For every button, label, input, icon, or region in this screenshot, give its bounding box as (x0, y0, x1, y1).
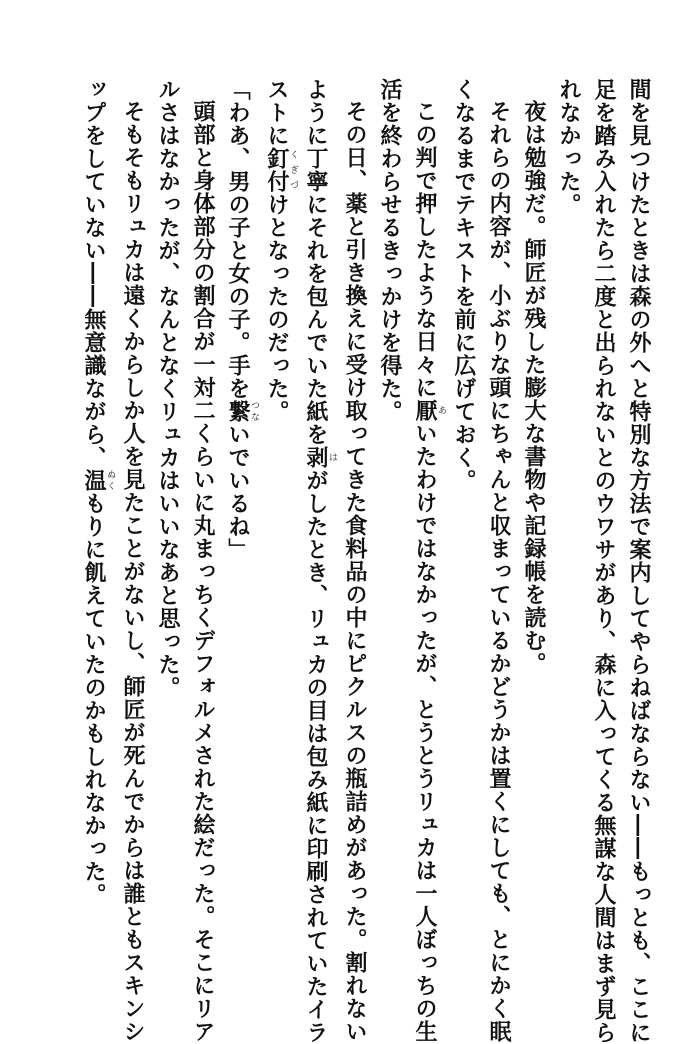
text-column-3: れなかった。 (556, 78, 582, 216)
furigana-kugizu-reading: くぎづ (288, 147, 298, 193)
text-column-9: その日、薬と引き換えに受け取ってきた食料品の中にピクルスの瓶詰めがあった。割れない (342, 100, 368, 1043)
furigana-nuku: 温ぬく (81, 469, 115, 492)
furigana-a: 厭あ (412, 399, 446, 422)
text-column-2: 足を踏み入れたら二度と出られないとのウワサがあり、森に入ってくる無謀な人間はまず見ら (591, 78, 617, 1044)
furigana-nuku-reading: ぬく (105, 469, 115, 492)
text-column-14: ルさはなかったが、なんとなくリュカはいいなあと思った。 (155, 78, 181, 699)
text-column-10: ように丁寧にそれを包んでいた紙を剥はがしたとき、リュカの目は包み紙に印刷されていたイラ (303, 78, 337, 1044)
furigana-kugizu: 釘付くぎづ (264, 147, 298, 193)
furigana-tsuna: 繋つな (225, 400, 259, 423)
furigana-ha: 剥は (303, 446, 337, 469)
text-column-13: 頭部と身体部分の割合が一対二くらいに丸まっちくデフォルメされた絵だった。そこにリア (190, 100, 216, 1043)
text-column-1: 間を見つけたときは森の外へと特別な方法で案内してやらねばならない――もっとも、ここに (626, 78, 652, 1044)
text-column-8: 活を終わらせるきっかけを得た。 (377, 78, 403, 423)
text-column-5: それらの内容が、小ぶりな頭にちゃんと収まっているかどうかは置くにしても、とにかく眠 (486, 100, 512, 1043)
vertical-text-block (76, 78, 656, 1044)
text-column-15: そもそもリュカは遠くからしか人を見たことがないし、師匠が死んでからは誰ともスキンシ (120, 100, 146, 1043)
furigana-a-reading: あ (436, 399, 446, 422)
text-column-11: ストに釘付くぎづけとなったのだった。 (264, 78, 298, 423)
text-column-12: 「わあ、男の子と女の子。手を繋つないでいるね」 (225, 78, 259, 561)
text-column-4: 夜は勉強だ。師匠が残した膨大な書物や記録帳を読む。 (521, 100, 547, 675)
furigana-tsuna-reading: つな (249, 400, 259, 423)
text-column-7: この判で押したような日々に厭あいたわけではなかったが、とうとうリュカは一人ぼっちの生 (412, 100, 446, 1043)
furigana-ha-reading: は (327, 446, 337, 469)
text-column-6: くなるまでテキストを前に広げておく。 (451, 78, 477, 492)
text-column-16: ップをしていない――無意識ながら、温ぬくもりに飢えていたのかもしれなかった。 (81, 78, 115, 906)
